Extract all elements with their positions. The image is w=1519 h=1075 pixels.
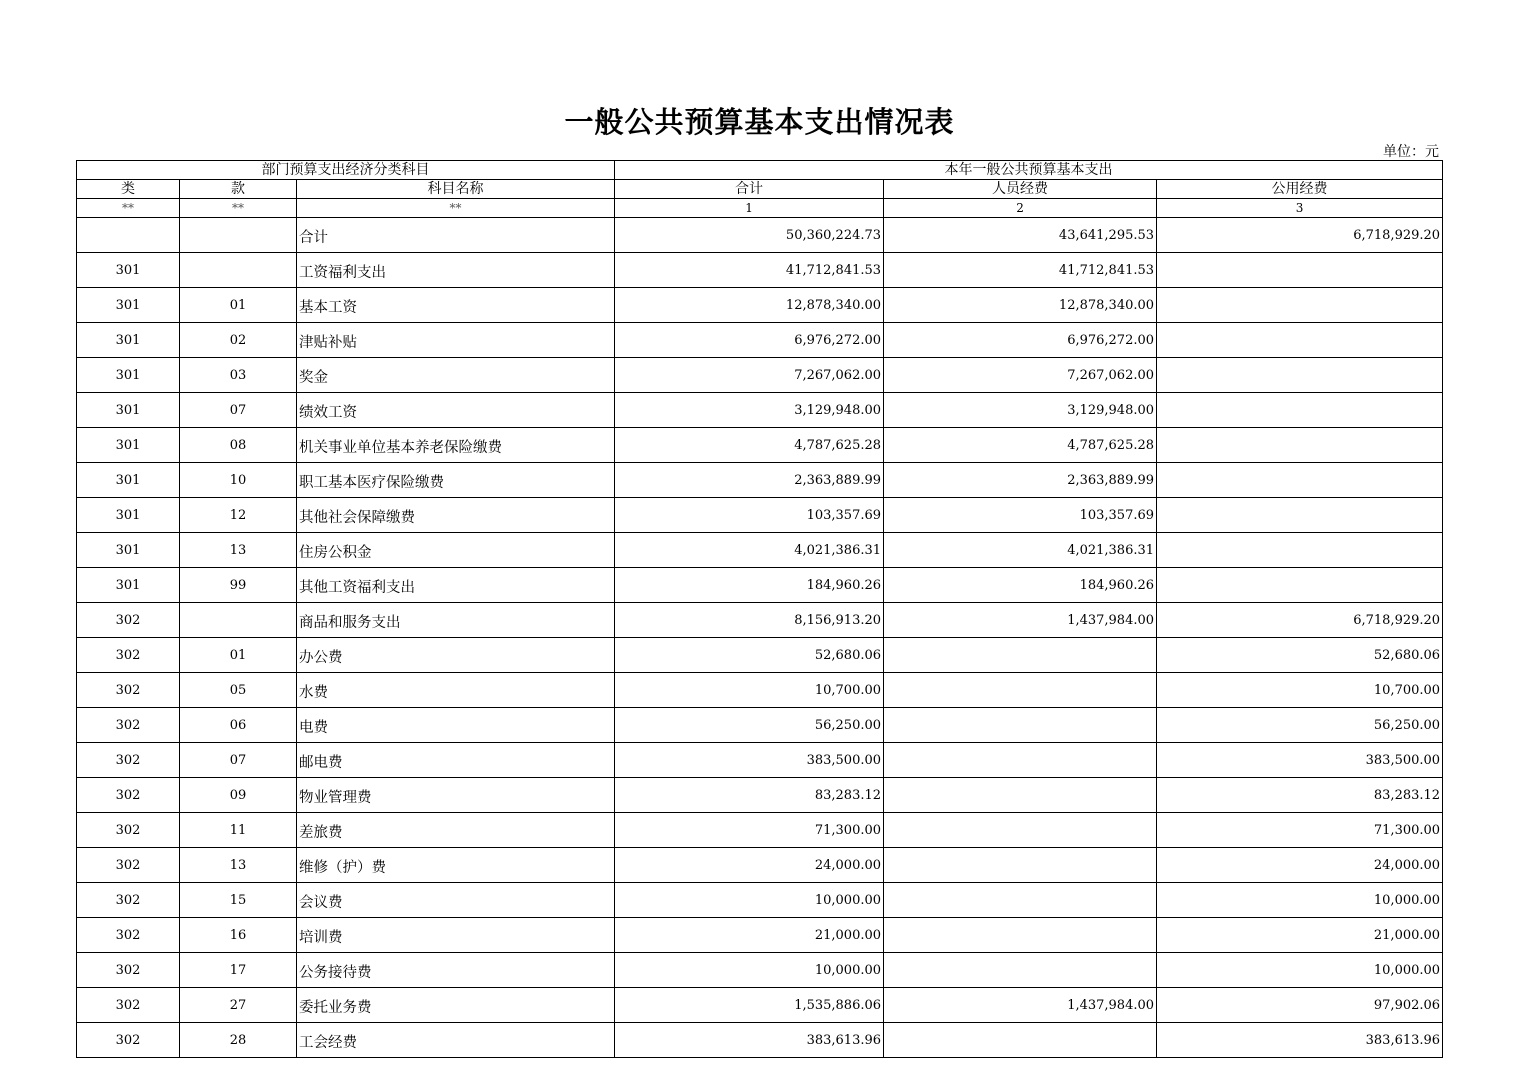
- cell-kuan: 07: [180, 393, 297, 428]
- table-row: [77, 288, 1443, 323]
- cell-public: 10,000.00: [1157, 883, 1443, 918]
- cell-kuan: 06: [180, 708, 297, 743]
- cell-personnel: [884, 673, 1157, 708]
- table-row: [77, 393, 1443, 428]
- cell-name: 职工基本医疗保险缴费: [297, 463, 615, 498]
- cell-lei: 301: [77, 253, 180, 288]
- cell-total: 3,129,948.00: [615, 393, 884, 428]
- cell-name: 基本工资: [297, 288, 615, 323]
- cell-lei: 301: [77, 323, 180, 358]
- cell-name: 维修（护）费: [297, 848, 615, 883]
- cell-personnel: 1,437,984.00: [884, 988, 1157, 1023]
- table-row: [77, 603, 1443, 638]
- cell-total: 50,360,224.73: [615, 218, 884, 253]
- cell-name: 住房公积金: [297, 533, 615, 568]
- cell-lei: 302: [77, 778, 180, 813]
- table-row: [77, 953, 1443, 988]
- cell-kuan: 10: [180, 463, 297, 498]
- cell-name: 其他工资福利支出: [297, 568, 615, 603]
- cell-name: 水费: [297, 673, 615, 708]
- table-row: [77, 638, 1443, 673]
- header-total: 合计: [615, 180, 884, 199]
- cell-name: 工会经费: [297, 1023, 615, 1058]
- cell-public: 56,250.00: [1157, 708, 1443, 743]
- cell-public: [1157, 568, 1443, 603]
- cell-name: 其他社会保障缴费: [297, 498, 615, 533]
- cell-kuan: 09: [180, 778, 297, 813]
- cell-public: 52,680.06: [1157, 638, 1443, 673]
- cell-total: 7,267,062.00: [615, 358, 884, 393]
- unit-label: 单位：元: [1383, 144, 1439, 160]
- cell-public: 383,500.00: [1157, 743, 1443, 778]
- table-row: [77, 778, 1443, 813]
- cell-lei: 302: [77, 673, 180, 708]
- code-kuan: **: [180, 199, 297, 218]
- cell-public: [1157, 463, 1443, 498]
- table-row: [77, 988, 1443, 1023]
- code-total: 1: [615, 199, 884, 218]
- cell-total: 383,613.96: [615, 1023, 884, 1058]
- cell-total: 6,976,272.00: [615, 323, 884, 358]
- cell-lei: [77, 218, 180, 253]
- cell-total: 8,156,913.20: [615, 603, 884, 638]
- page-title: 一般公共预算基本支出情况表: [564, 105, 955, 139]
- table-row: [77, 463, 1443, 498]
- cell-public: [1157, 288, 1443, 323]
- cell-lei: 302: [77, 1023, 180, 1058]
- table-row: [77, 883, 1443, 918]
- table-row: [77, 708, 1443, 743]
- cell-lei: 301: [77, 533, 180, 568]
- table-row: [77, 918, 1443, 953]
- cell-lei: 302: [77, 848, 180, 883]
- cell-name: 公务接待费: [297, 953, 615, 988]
- cell-lei: 301: [77, 568, 180, 603]
- cell-lei: 302: [77, 708, 180, 743]
- table-row: [77, 218, 1443, 253]
- cell-personnel: 7,267,062.00: [884, 358, 1157, 393]
- cell-personnel: 3,129,948.00: [884, 393, 1157, 428]
- cell-kuan: 15: [180, 883, 297, 918]
- header-group-row: [77, 161, 1443, 180]
- cell-public: [1157, 533, 1443, 568]
- cell-lei: 301: [77, 463, 180, 498]
- cell-kuan: 01: [180, 288, 297, 323]
- cell-personnel: [884, 1023, 1157, 1058]
- cell-public: [1157, 323, 1443, 358]
- table-row: [77, 848, 1443, 883]
- header-code-row: [77, 199, 1443, 218]
- cell-total: 10,000.00: [615, 883, 884, 918]
- cell-name: 培训费: [297, 918, 615, 953]
- header-column-row: [77, 180, 1443, 199]
- cell-total: 383,500.00: [615, 743, 884, 778]
- cell-public: [1157, 498, 1443, 533]
- cell-public: 383,613.96: [1157, 1023, 1443, 1058]
- cell-public: 83,283.12: [1157, 778, 1443, 813]
- cell-kuan: [180, 218, 297, 253]
- header-lei: 类: [77, 180, 180, 199]
- cell-kuan: 08: [180, 428, 297, 463]
- table-row: [77, 498, 1443, 533]
- cell-name: 委托业务费: [297, 988, 615, 1023]
- cell-total: 52,680.06: [615, 638, 884, 673]
- cell-lei: 302: [77, 883, 180, 918]
- cell-kuan: 05: [180, 673, 297, 708]
- cell-public: 10,000.00: [1157, 953, 1443, 988]
- cell-personnel: [884, 883, 1157, 918]
- cell-personnel: 41,712,841.53: [884, 253, 1157, 288]
- cell-lei: 301: [77, 393, 180, 428]
- cell-public: [1157, 253, 1443, 288]
- cell-public: 6,718,929.20: [1157, 603, 1443, 638]
- cell-name: 合计: [297, 218, 615, 253]
- header-name: 科目名称: [297, 180, 615, 199]
- cell-total: 71,300.00: [615, 813, 884, 848]
- cell-personnel: 6,976,272.00: [884, 323, 1157, 358]
- cell-personnel: 1,437,984.00: [884, 603, 1157, 638]
- cell-name: 物业管理费: [297, 778, 615, 813]
- cell-total: 2,363,889.99: [615, 463, 884, 498]
- cell-public: 97,902.06: [1157, 988, 1443, 1023]
- header-personnel: 人员经费: [884, 180, 1157, 199]
- cell-name: 工资福利支出: [297, 253, 615, 288]
- cell-name: 差旅费: [297, 813, 615, 848]
- cell-kuan: 13: [180, 848, 297, 883]
- header-group-right: 本年一般公共预算基本支出: [615, 161, 1443, 180]
- table-row: [77, 323, 1443, 358]
- cell-total: 24,000.00: [615, 848, 884, 883]
- cell-public: [1157, 428, 1443, 463]
- table-row: [77, 813, 1443, 848]
- cell-name: 办公费: [297, 638, 615, 673]
- cell-kuan: 13: [180, 533, 297, 568]
- cell-total: 41,712,841.53: [615, 253, 884, 288]
- cell-kuan: 12: [180, 498, 297, 533]
- cell-personnel: [884, 953, 1157, 988]
- cell-lei: 302: [77, 638, 180, 673]
- cell-kuan: 27: [180, 988, 297, 1023]
- cell-personnel: [884, 813, 1157, 848]
- code-lei: **: [77, 199, 180, 218]
- cell-total: 83,283.12: [615, 778, 884, 813]
- cell-public: 21,000.00: [1157, 918, 1443, 953]
- cell-name: 电费: [297, 708, 615, 743]
- cell-name: 奖金: [297, 358, 615, 393]
- code-public: 3: [1157, 199, 1443, 218]
- cell-name: 商品和服务支出: [297, 603, 615, 638]
- cell-lei: 302: [77, 603, 180, 638]
- cell-public: 24,000.00: [1157, 848, 1443, 883]
- cell-total: 103,357.69: [615, 498, 884, 533]
- cell-kuan: 03: [180, 358, 297, 393]
- cell-personnel: 4,787,625.28: [884, 428, 1157, 463]
- table-row: [77, 358, 1443, 393]
- code-name: **: [297, 199, 615, 218]
- cell-personnel: 43,641,295.53: [884, 218, 1157, 253]
- cell-personnel: 4,021,386.31: [884, 533, 1157, 568]
- cell-name: 邮电费: [297, 743, 615, 778]
- cell-lei: 302: [77, 743, 180, 778]
- cell-personnel: 2,363,889.99: [884, 463, 1157, 498]
- cell-public: 10,700.00: [1157, 673, 1443, 708]
- cell-lei: 302: [77, 988, 180, 1023]
- cell-lei: 301: [77, 498, 180, 533]
- cell-lei: 302: [77, 813, 180, 848]
- table-row: [77, 743, 1443, 778]
- cell-personnel: 103,357.69: [884, 498, 1157, 533]
- cell-kuan: 16: [180, 918, 297, 953]
- cell-name: 津贴补贴: [297, 323, 615, 358]
- cell-lei: 301: [77, 358, 180, 393]
- header-public: 公用经费: [1157, 180, 1443, 199]
- header-kuan: 款: [180, 180, 297, 199]
- cell-lei: 302: [77, 953, 180, 988]
- cell-personnel: [884, 778, 1157, 813]
- cell-personnel: 184,960.26: [884, 568, 1157, 603]
- cell-kuan: 99: [180, 568, 297, 603]
- cell-kuan: [180, 603, 297, 638]
- header-group-left: 部门预算支出经济分类科目: [77, 161, 615, 180]
- cell-total: 4,021,386.31: [615, 533, 884, 568]
- cell-total: 21,000.00: [615, 918, 884, 953]
- cell-public: 71,300.00: [1157, 813, 1443, 848]
- cell-kuan: 07: [180, 743, 297, 778]
- cell-personnel: [884, 743, 1157, 778]
- table-row: [77, 673, 1443, 708]
- cell-kuan: 02: [180, 323, 297, 358]
- table-row: [77, 533, 1443, 568]
- code-personnel: 2: [884, 199, 1157, 218]
- cell-lei: 301: [77, 288, 180, 323]
- budget-table: [76, 160, 1443, 1058]
- cell-kuan: 17: [180, 953, 297, 988]
- cell-personnel: [884, 848, 1157, 883]
- cell-lei: 301: [77, 428, 180, 463]
- cell-total: 56,250.00: [615, 708, 884, 743]
- cell-public: [1157, 393, 1443, 428]
- cell-total: 10,000.00: [615, 953, 884, 988]
- cell-total: 12,878,340.00: [615, 288, 884, 323]
- cell-personnel: 12,878,340.00: [884, 288, 1157, 323]
- cell-kuan: [180, 253, 297, 288]
- cell-kuan: 01: [180, 638, 297, 673]
- cell-kuan: 28: [180, 1023, 297, 1058]
- cell-personnel: [884, 638, 1157, 673]
- cell-total: 4,787,625.28: [615, 428, 884, 463]
- table-row: [77, 568, 1443, 603]
- table-row: [77, 428, 1443, 463]
- cell-total: 1,535,886.06: [615, 988, 884, 1023]
- cell-personnel: [884, 918, 1157, 953]
- cell-name: 绩效工资: [297, 393, 615, 428]
- cell-public: [1157, 358, 1443, 393]
- table-row: [77, 1023, 1443, 1058]
- cell-name: 机关事业单位基本养老保险缴费: [297, 428, 615, 463]
- cell-public: 6,718,929.20: [1157, 218, 1443, 253]
- cell-lei: 302: [77, 918, 180, 953]
- cell-total: 184,960.26: [615, 568, 884, 603]
- cell-personnel: [884, 708, 1157, 743]
- table-row: [77, 253, 1443, 288]
- cell-total: 10,700.00: [615, 673, 884, 708]
- cell-kuan: 11: [180, 813, 297, 848]
- cell-name: 会议费: [297, 883, 615, 918]
